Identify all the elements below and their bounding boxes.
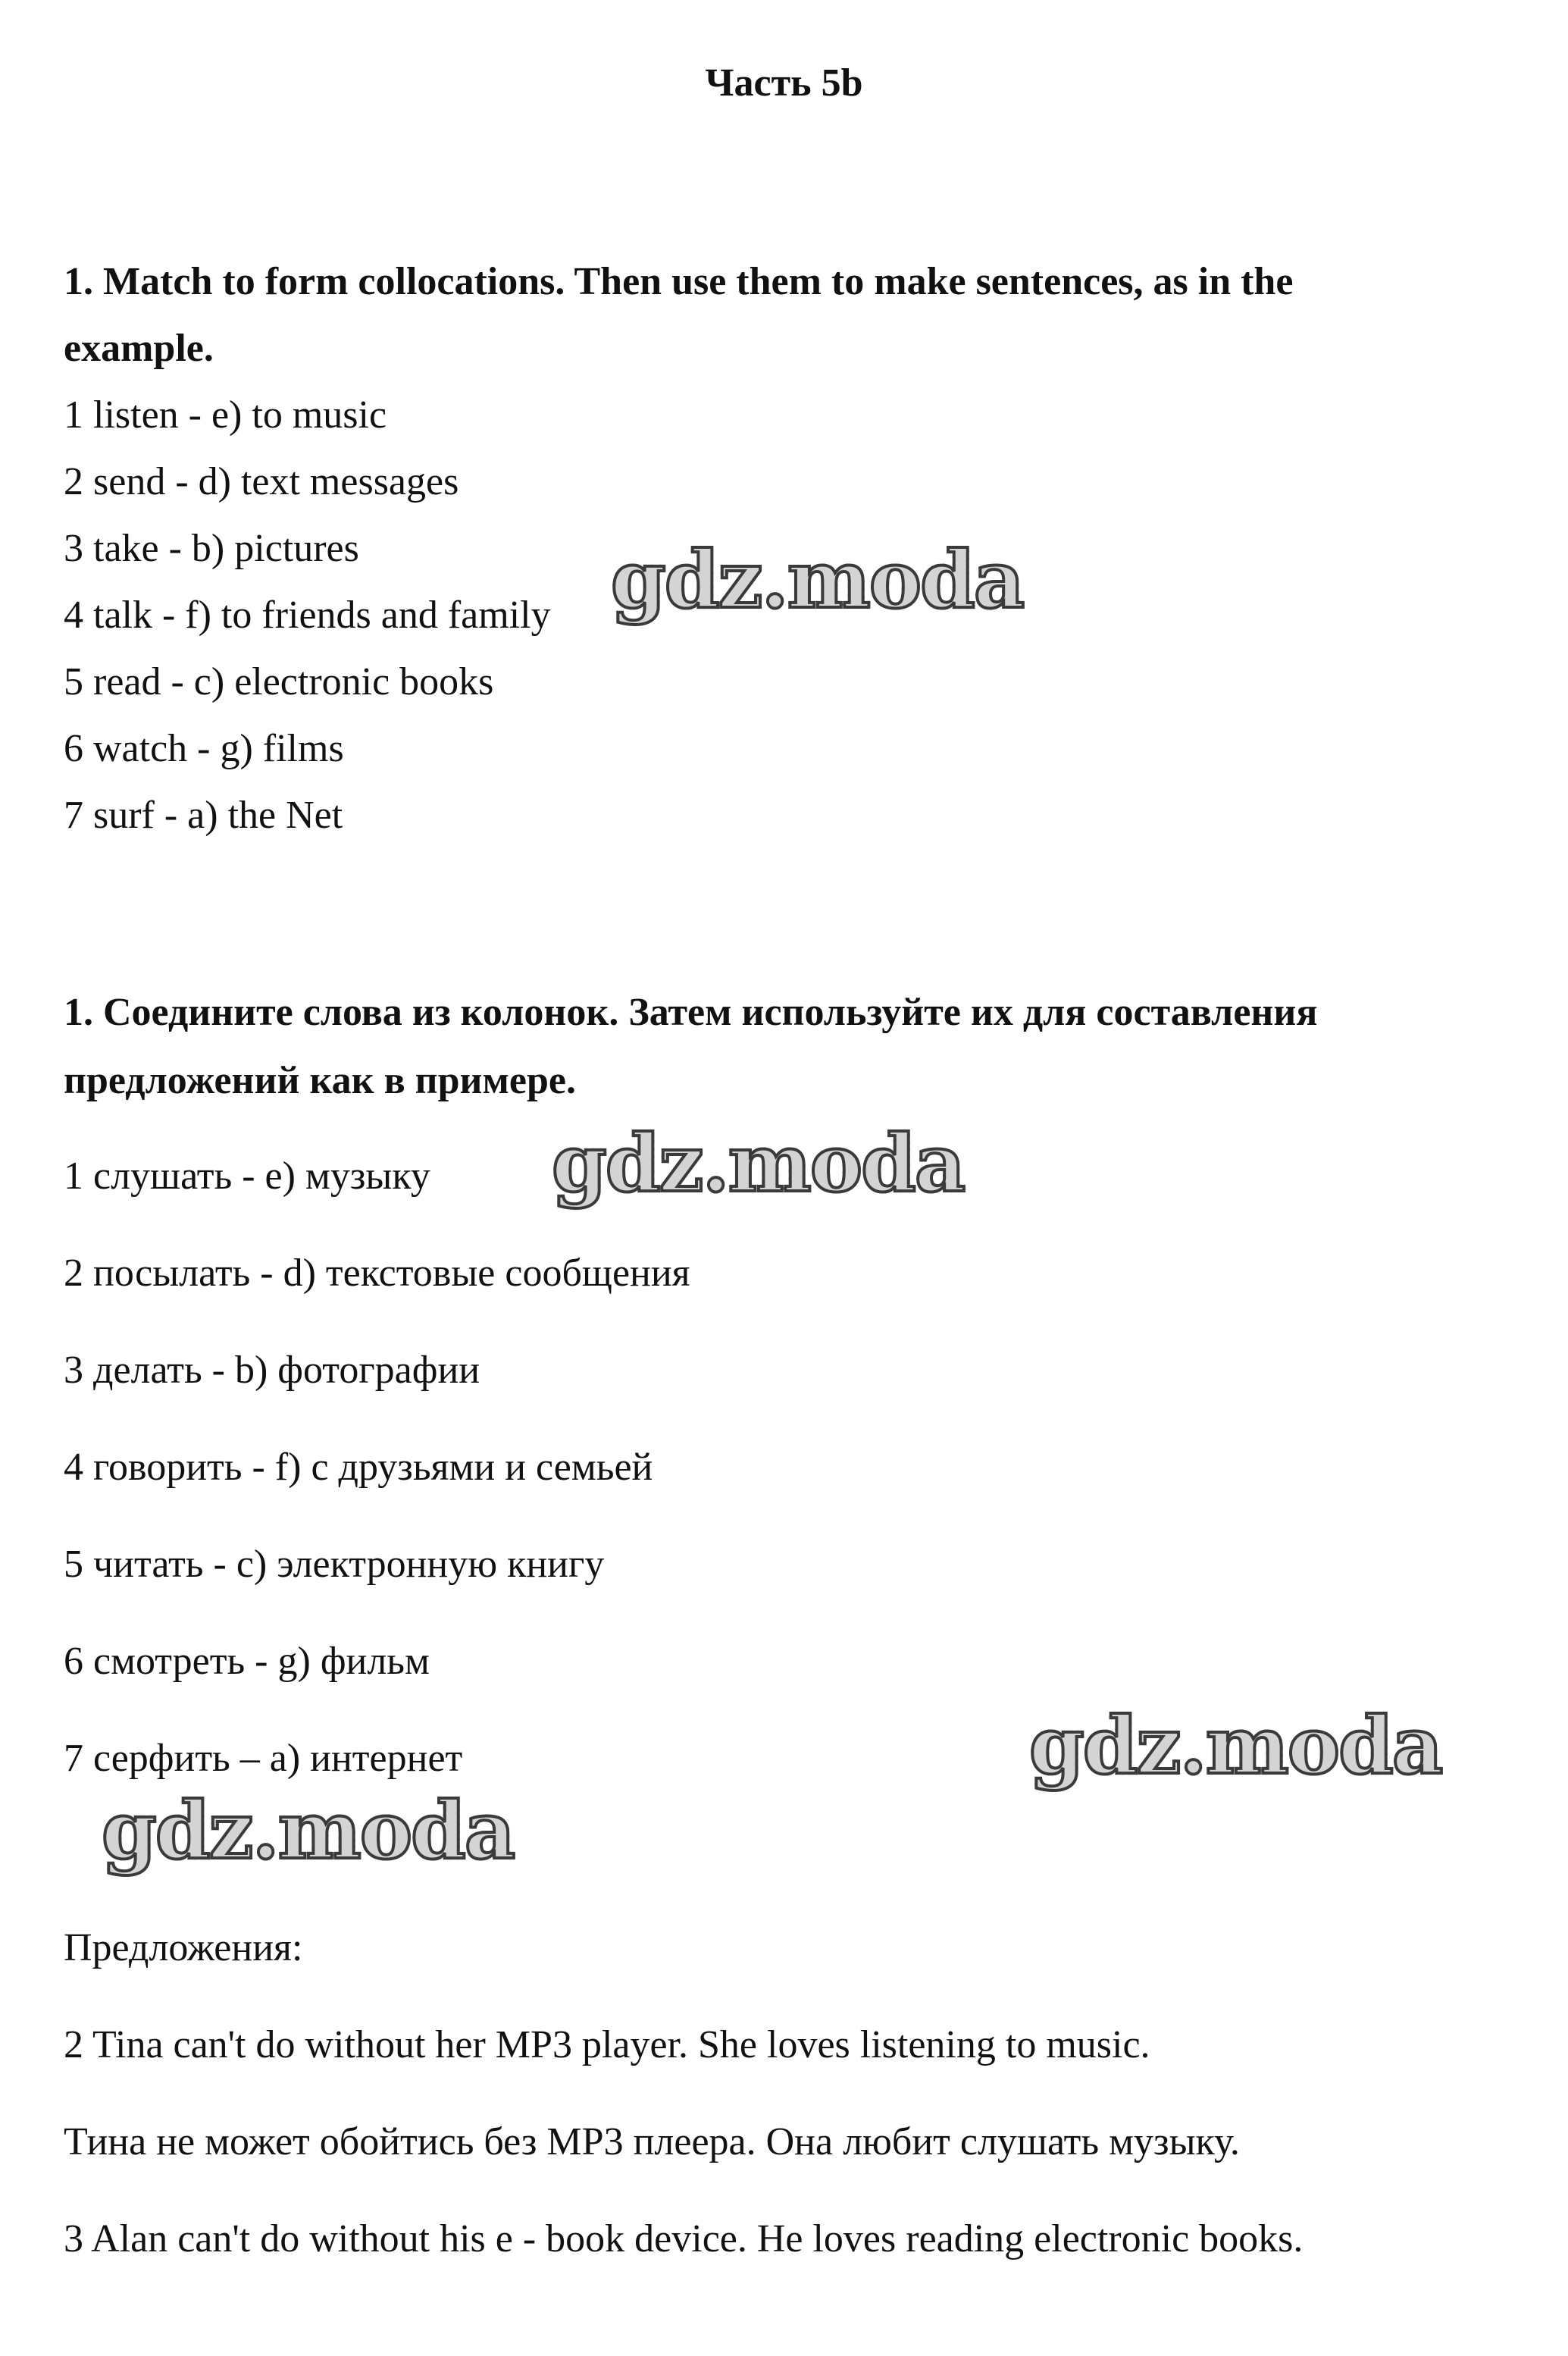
sentences-label: Предложения:: [64, 1926, 303, 1969]
task-en-item-4: 4 talk - f) to friends and family: [64, 594, 551, 637]
task-ru-item-5: 5 читать - c) электронную книгу: [64, 1543, 605, 1586]
task-en-item-3: 3 take - b) pictures: [64, 527, 359, 570]
sentence-line-1: 2 Tina can't do without her MP3 player. She loves listening to music.: [64, 2023, 1150, 2066]
watermark-logo: gdz.moda: [1029, 1699, 1442, 1792]
task-ru-item-4: 4 говорить - f) с друзьями и семьей: [64, 1446, 653, 1489]
watermark-logo: gdz.moda: [102, 1784, 515, 1877]
task-ru-heading-line2: предложений как в примере.: [64, 1059, 576, 1102]
task-en-item-7: 7 surf - a) the Net: [64, 794, 343, 837]
sentence-line-2: Тина не может обойтись без MP3 плеера. Она любит слушать музыку.: [64, 2120, 1240, 2163]
sentence-line-3: 3 Alan can't do without his e - book device. He loves reading electronic books.: [64, 2217, 1304, 2260]
task-ru-heading-line1: 1. Соедините слова из колонок. Затем используйте их для составления: [64, 991, 1318, 1034]
task-ru-item-2: 2 посылать - d) текстовые сообщения: [64, 1252, 690, 1295]
task-en-heading-line2: example.: [64, 327, 214, 370]
page-title: Часть 5b: [705, 61, 863, 105]
task-en-heading-line1: 1. Match to form collocations. Then use them to make sentences, as in the: [64, 260, 1294, 303]
task-ru-item-1: 1 слушать - e) музыку: [64, 1155, 430, 1198]
task-en-item-5: 5 read - c) electronic books: [64, 660, 494, 703]
task-en-item-6: 6 watch - g) films: [64, 727, 344, 770]
watermark-logo: gdz.moda: [552, 1117, 965, 1210]
task-en-item-1: 1 listen - e) to music: [64, 393, 387, 437]
task-ru-item-3: 3 делать - b) фотографии: [64, 1349, 480, 1392]
task-ru-item-7: 7 серфить – a) интернет: [64, 1737, 463, 1780]
task-en-item-2: 2 send - d) text messages: [64, 460, 459, 503]
watermark-logo: gdz.moda: [611, 533, 1024, 626]
task-ru-item-6: 6 смотреть - g) фильм: [64, 1640, 430, 1683]
